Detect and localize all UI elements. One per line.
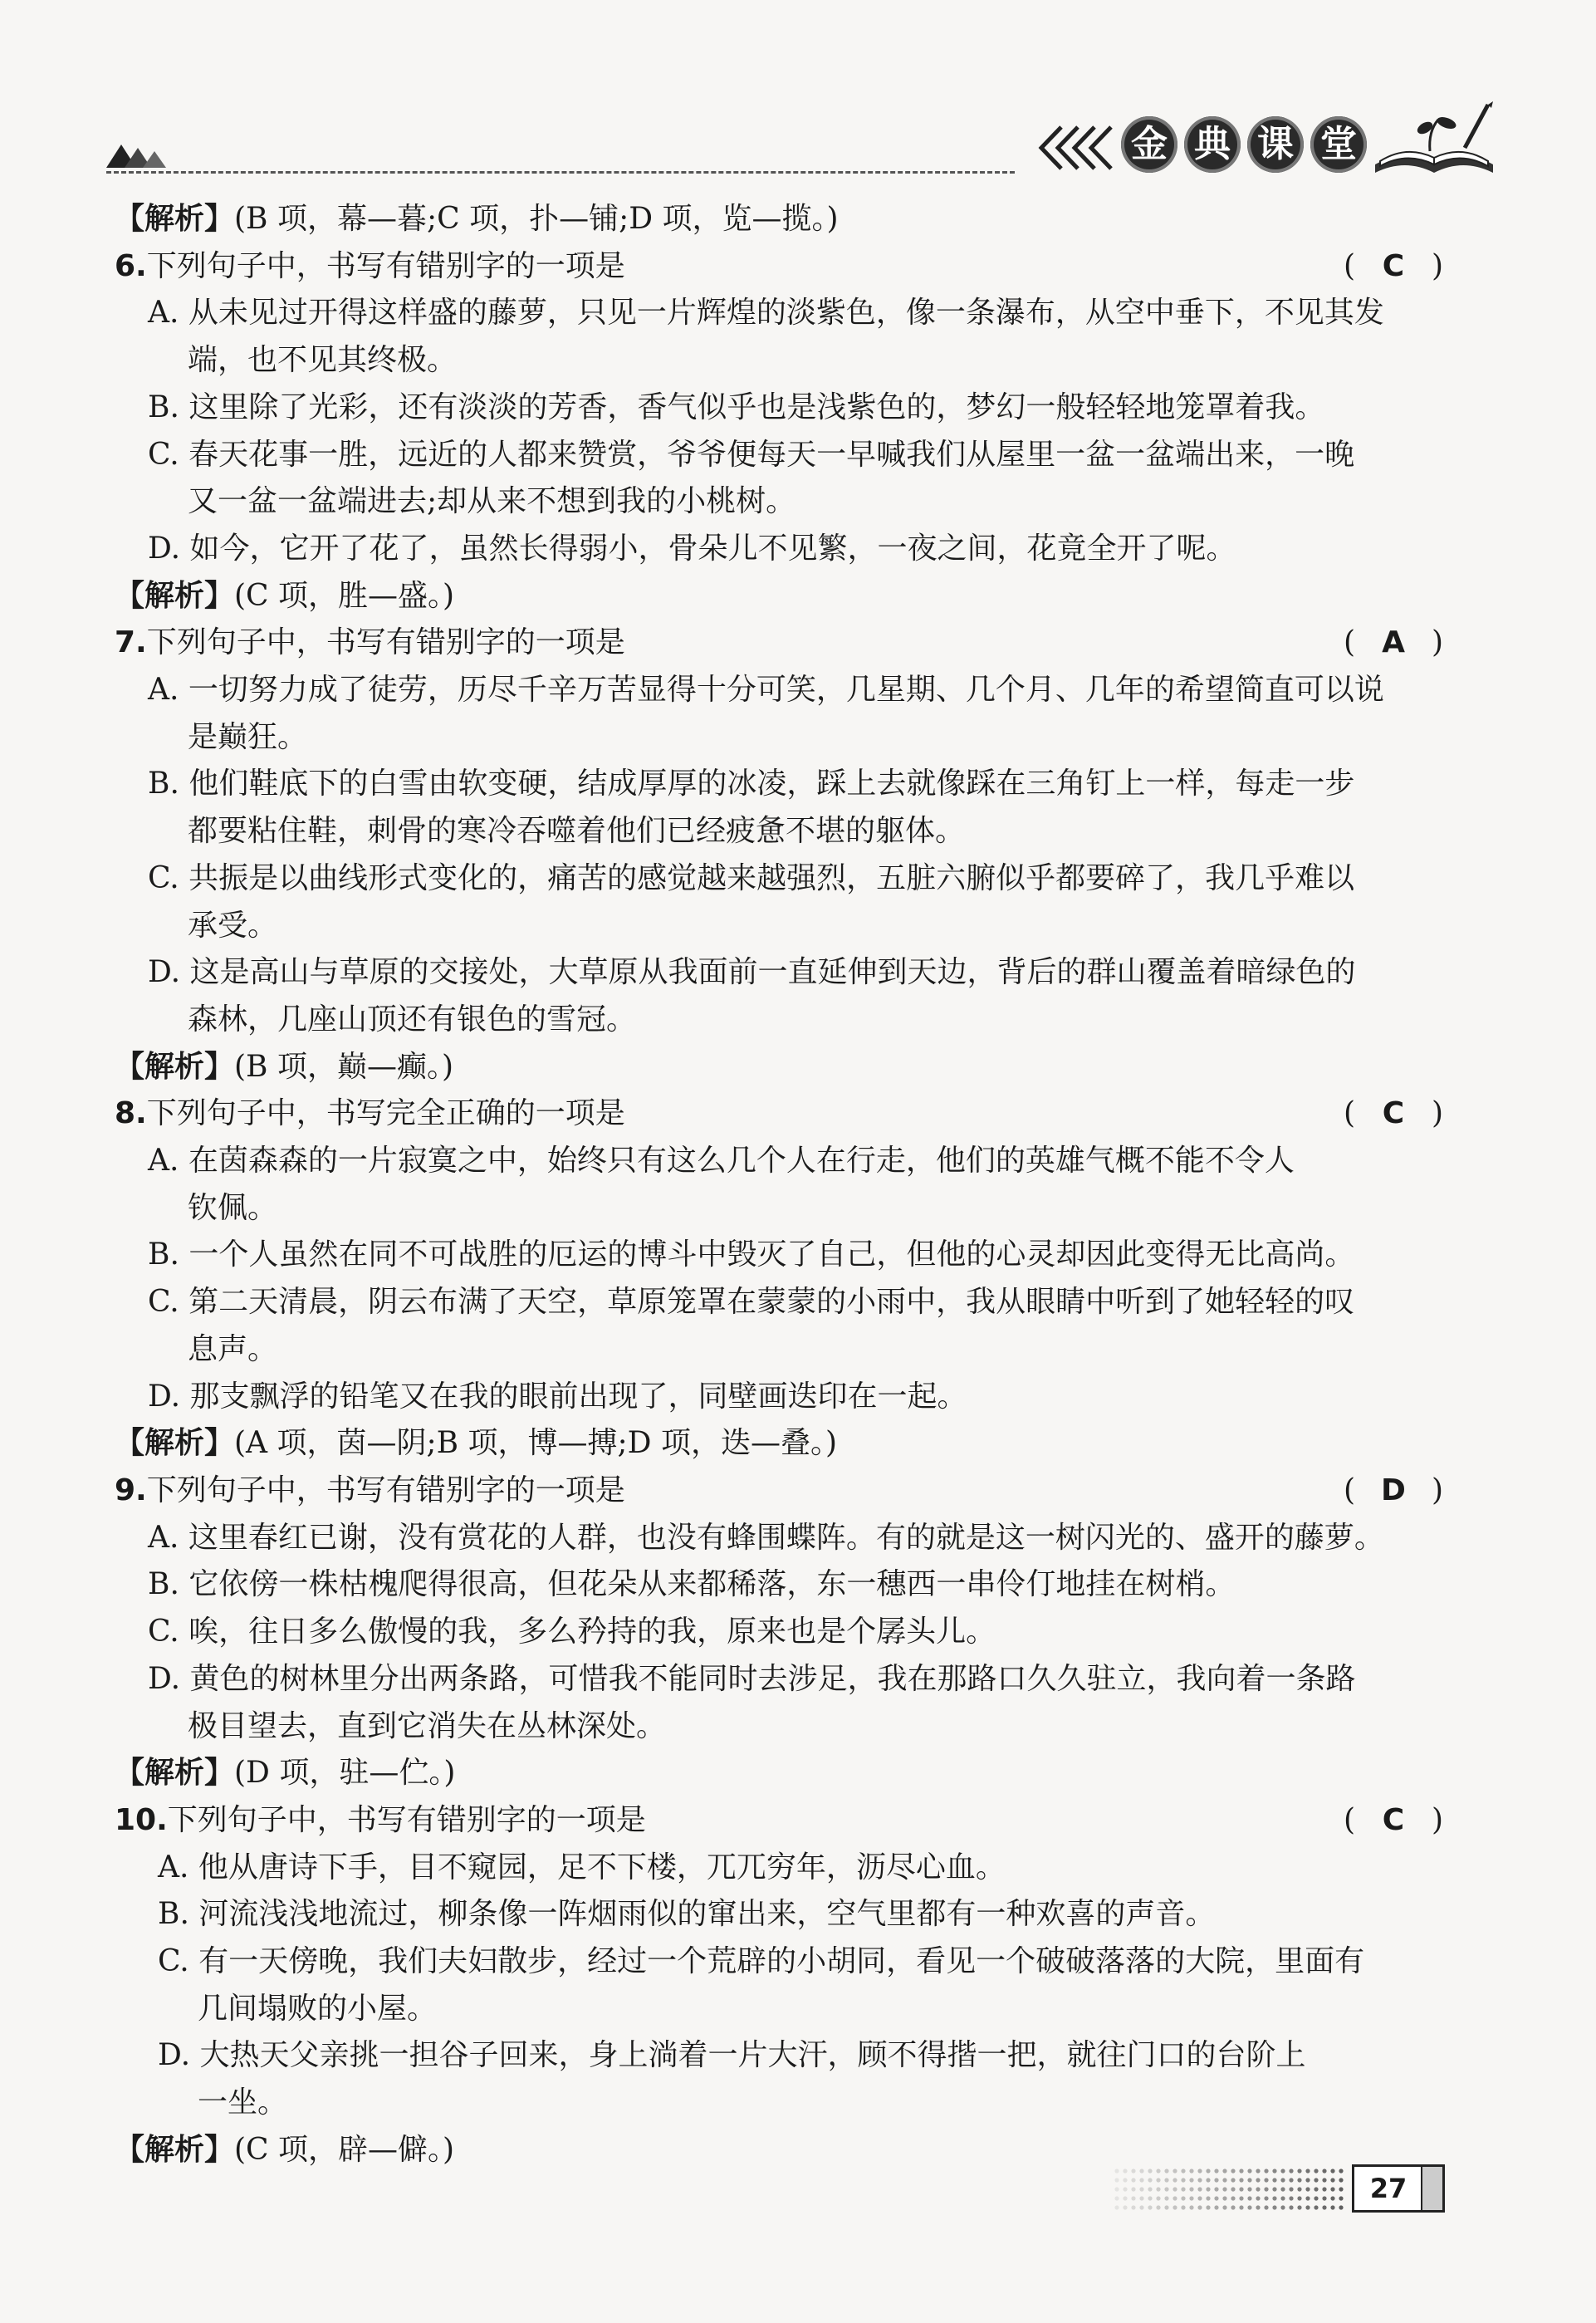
answer-bracket [1344, 620, 1443, 667]
option-line: A. 一切努力成了徒劳，历尽千辛万苦显得十分可笑，几星期、几个月、几年的希望简直可以说 [148, 673, 1384, 708]
analysis-label: 【解析】 [115, 578, 235, 613]
question-stem [115, 1090, 1460, 1138]
option-continuation: 极目望去，直到它消失在丛林深处。 [188, 1708, 667, 1743]
option-line: D. 黄色的树林里分出两条路，可惜我不能同时去涉足，我在那路口久久驻立，我向着一条路 [148, 1661, 1356, 1696]
answer-letter: C [1382, 1096, 1405, 1131]
bracket-close: ) [1431, 1096, 1443, 1131]
bracket-open: ( [1344, 248, 1356, 283]
question-stem [115, 1468, 1460, 1515]
question-number: 8. [115, 1096, 147, 1131]
bracket-close: ) [1431, 625, 1443, 660]
option-line: D. 大热天父亲挑一担谷子回来，身上淌着一片大汗，顾不得揩一把，就往门口的台阶上 [158, 2038, 1306, 2073]
page-number: 27 [1369, 2173, 1408, 2204]
header-chevron-icon [1036, 123, 1119, 173]
question-text: 下列句子中，书写有错别字的一项是 [146, 248, 625, 283]
analysis-label: 【解析】 [115, 202, 235, 236]
option-line: C. 有一天傍晚，我们夫妇散步，经过一个荒辟的小胡同，看见一个破破落落的大院，里面有 [158, 1944, 1365, 1979]
question-stem [115, 243, 1460, 291]
analysis-label: 【解析】 [115, 1756, 235, 1791]
option-line: B. 这里除了光彩，还有淡淡的芳香，香气似乎也是浅紫色的，梦幻一般轻轻地笼罩着我。 [148, 390, 1325, 424]
question-stem [115, 620, 1460, 667]
option-line: B. 它依傍一株枯槐爬得很高，但花朵从来都稀落，东一穗西一串伶仃地挂在树梢。 [148, 1567, 1236, 1602]
question-text: 下列句子中，书写完全正确的一项是 [146, 1096, 625, 1131]
option-continuation: 又一盆一盆端进去;却从来不想到我的小桃树。 [188, 484, 796, 519]
option-line: C. 春天花事一胜，远近的人都来赞赏，爷爷便每天一早喊我们从屋里一盆一盆端出来，一晚 [148, 437, 1355, 472]
footer-dot-pattern [1113, 2166, 1345, 2213]
option-line: C. 第二天清晨，阴云布满了天空，草原笼罩在蒙蒙的小雨中，我从眼睛中听到了她轻轻的叹 [148, 1285, 1355, 1320]
question-list [115, 196, 1460, 2174]
bracket-open: ( [1344, 1096, 1356, 1131]
analysis-line [115, 196, 1460, 243]
option-line: A. 在茵森森的一片寂寞之中，始终只有这么几个人在行走，他们的英雄气概不能不令人 [148, 1144, 1295, 1179]
option-line: A. 这里春红已谢，没有赏花的人群，也没有蜂围蝶阵。有的就是这一树闪光的、盛开的藤萝。 [148, 1520, 1384, 1555]
option-continuation: 钦佩。 [188, 1190, 278, 1225]
option-line: B. 一个人虽然在同不可战胜的厄运的博斗中毁灭了自己，但他的心灵却因此变得无比高尚。 [148, 1237, 1355, 1272]
option-line: C. 共振是以曲线形式变化的，痛苦的感觉越来越强烈，五脏六腑似乎都要碎了，我几乎难以 [148, 860, 1355, 895]
analysis-line [115, 1044, 1460, 1091]
option-line: A. 从未见过开得这样盛的藤萝，只见一片辉煌的淡紫色，像一条瀑布，从空中垂下，不见其发 [148, 296, 1384, 331]
answer-bracket [1344, 1468, 1443, 1515]
option-continuation: 是巅狂。 [188, 719, 308, 754]
option-line: D. 如今，它开了花了，虽然长得弱小，骨朵儿不见繁，一夜之间，花竟全开了呢。 [148, 531, 1236, 566]
question-text: 下列句子中，书写有错别字的一项是 [167, 1802, 646, 1837]
question-text: 下列句子中，书写有错别字的一项是 [146, 625, 625, 660]
analysis-label: 【解析】 [115, 2132, 235, 2167]
answer-bracket [1344, 1797, 1443, 1845]
analysis-line [115, 573, 1460, 620]
option-continuation: 几间塌败的小屋。 [198, 1991, 438, 2026]
brand-char: 典 [1184, 116, 1241, 173]
question-number: 6. [115, 248, 147, 283]
option-line: D. 这是高山与草原的交接处，大草原从我面前一直延伸到天边，背后的群山覆盖着暗绿色的 [148, 955, 1356, 990]
option-continuation: 端，也不见其终极。 [188, 343, 458, 378]
option-line: B. 河流浅浅地流过，柳条像一阵烟雨似的窜出来，空气里都有一种欢喜的声音。 [158, 1897, 1216, 1932]
analysis-text: (B 项，幕—暮;C 项，扑—铺;D 项，览—揽。) [234, 202, 839, 236]
option-continuation: 承受。 [188, 908, 278, 943]
brand-char: 堂 [1310, 116, 1367, 173]
bracket-open: ( [1344, 1473, 1356, 1507]
bracket-close: ) [1431, 248, 1443, 283]
analysis-label: 【解析】 [115, 1426, 235, 1461]
brand-char: 课 [1247, 116, 1304, 173]
option-line: C. 唉，往日多么傲慢的我，多么矜持的我，原来也是个孱头儿。 [148, 1615, 996, 1649]
question-stem [115, 1797, 1460, 1845]
answer-letter: C [1382, 1802, 1405, 1837]
header-mountain-icon [106, 140, 173, 168]
analysis-text: (C 项，胜—盛。) [234, 578, 455, 613]
analysis-text: (C 项，辟—僻。) [234, 2132, 455, 2167]
bracket-close: ) [1431, 1473, 1443, 1507]
option-line: D. 那支飘浮的铅笔又在我的眼前出现了，同壁画迭印在一起。 [148, 1379, 967, 1414]
page-number-box [1352, 2164, 1445, 2213]
brand-logo [1121, 116, 1367, 173]
brand-char: 金 [1121, 116, 1177, 173]
bracket-open: ( [1344, 1802, 1356, 1837]
header-rule [106, 171, 1015, 174]
option-continuation: 一坐。 [198, 2085, 288, 2120]
option-continuation: 都要粘住鞋，刺骨的寒冷吞噬着他们已经疲惫不堪的躯体。 [188, 814, 966, 849]
option-continuation: 森林，几座山顶还有银色的雪冠。 [188, 1002, 637, 1037]
analysis-line [115, 1420, 1460, 1468]
question-number: 7. [115, 625, 147, 660]
answer-letter: A [1382, 625, 1405, 660]
question-number: 9. [115, 1473, 147, 1507]
option-continuation: 息声。 [188, 1331, 278, 1366]
option-line: B. 他们鞋底下的白雪由软变硬，结成厚厚的冰凌，踩上去就像踩在三角钉上一样，每走一步 [148, 767, 1355, 801]
analysis-line [115, 1750, 1460, 1797]
open-book-icon [1372, 98, 1496, 178]
page-tab [1421, 2167, 1442, 2210]
answer-letter: C [1382, 248, 1405, 283]
answer-letter: D [1381, 1473, 1406, 1507]
analysis-label: 【解析】 [115, 1049, 235, 1084]
option-line: A. 他从唐诗下手，目不窥园，足不下楼，兀兀穷年，沥尽心血。 [158, 1850, 1006, 1884]
analysis-text: (A 项，茵—阴;B 项，博—搏;D 项，迭—叠。) [234, 1426, 838, 1461]
bracket-open: ( [1344, 625, 1356, 660]
analysis-text: (B 项，巅—癫。) [234, 1049, 454, 1084]
question-text: 下列句子中，书写有错别字的一项是 [146, 1473, 625, 1507]
question-number: 10. [115, 1802, 168, 1837]
answer-bracket [1344, 1090, 1443, 1138]
answer-bracket [1344, 243, 1443, 291]
analysis-text: (D 项，驻—伫。) [234, 1756, 456, 1791]
bracket-close: ) [1431, 1802, 1443, 1837]
